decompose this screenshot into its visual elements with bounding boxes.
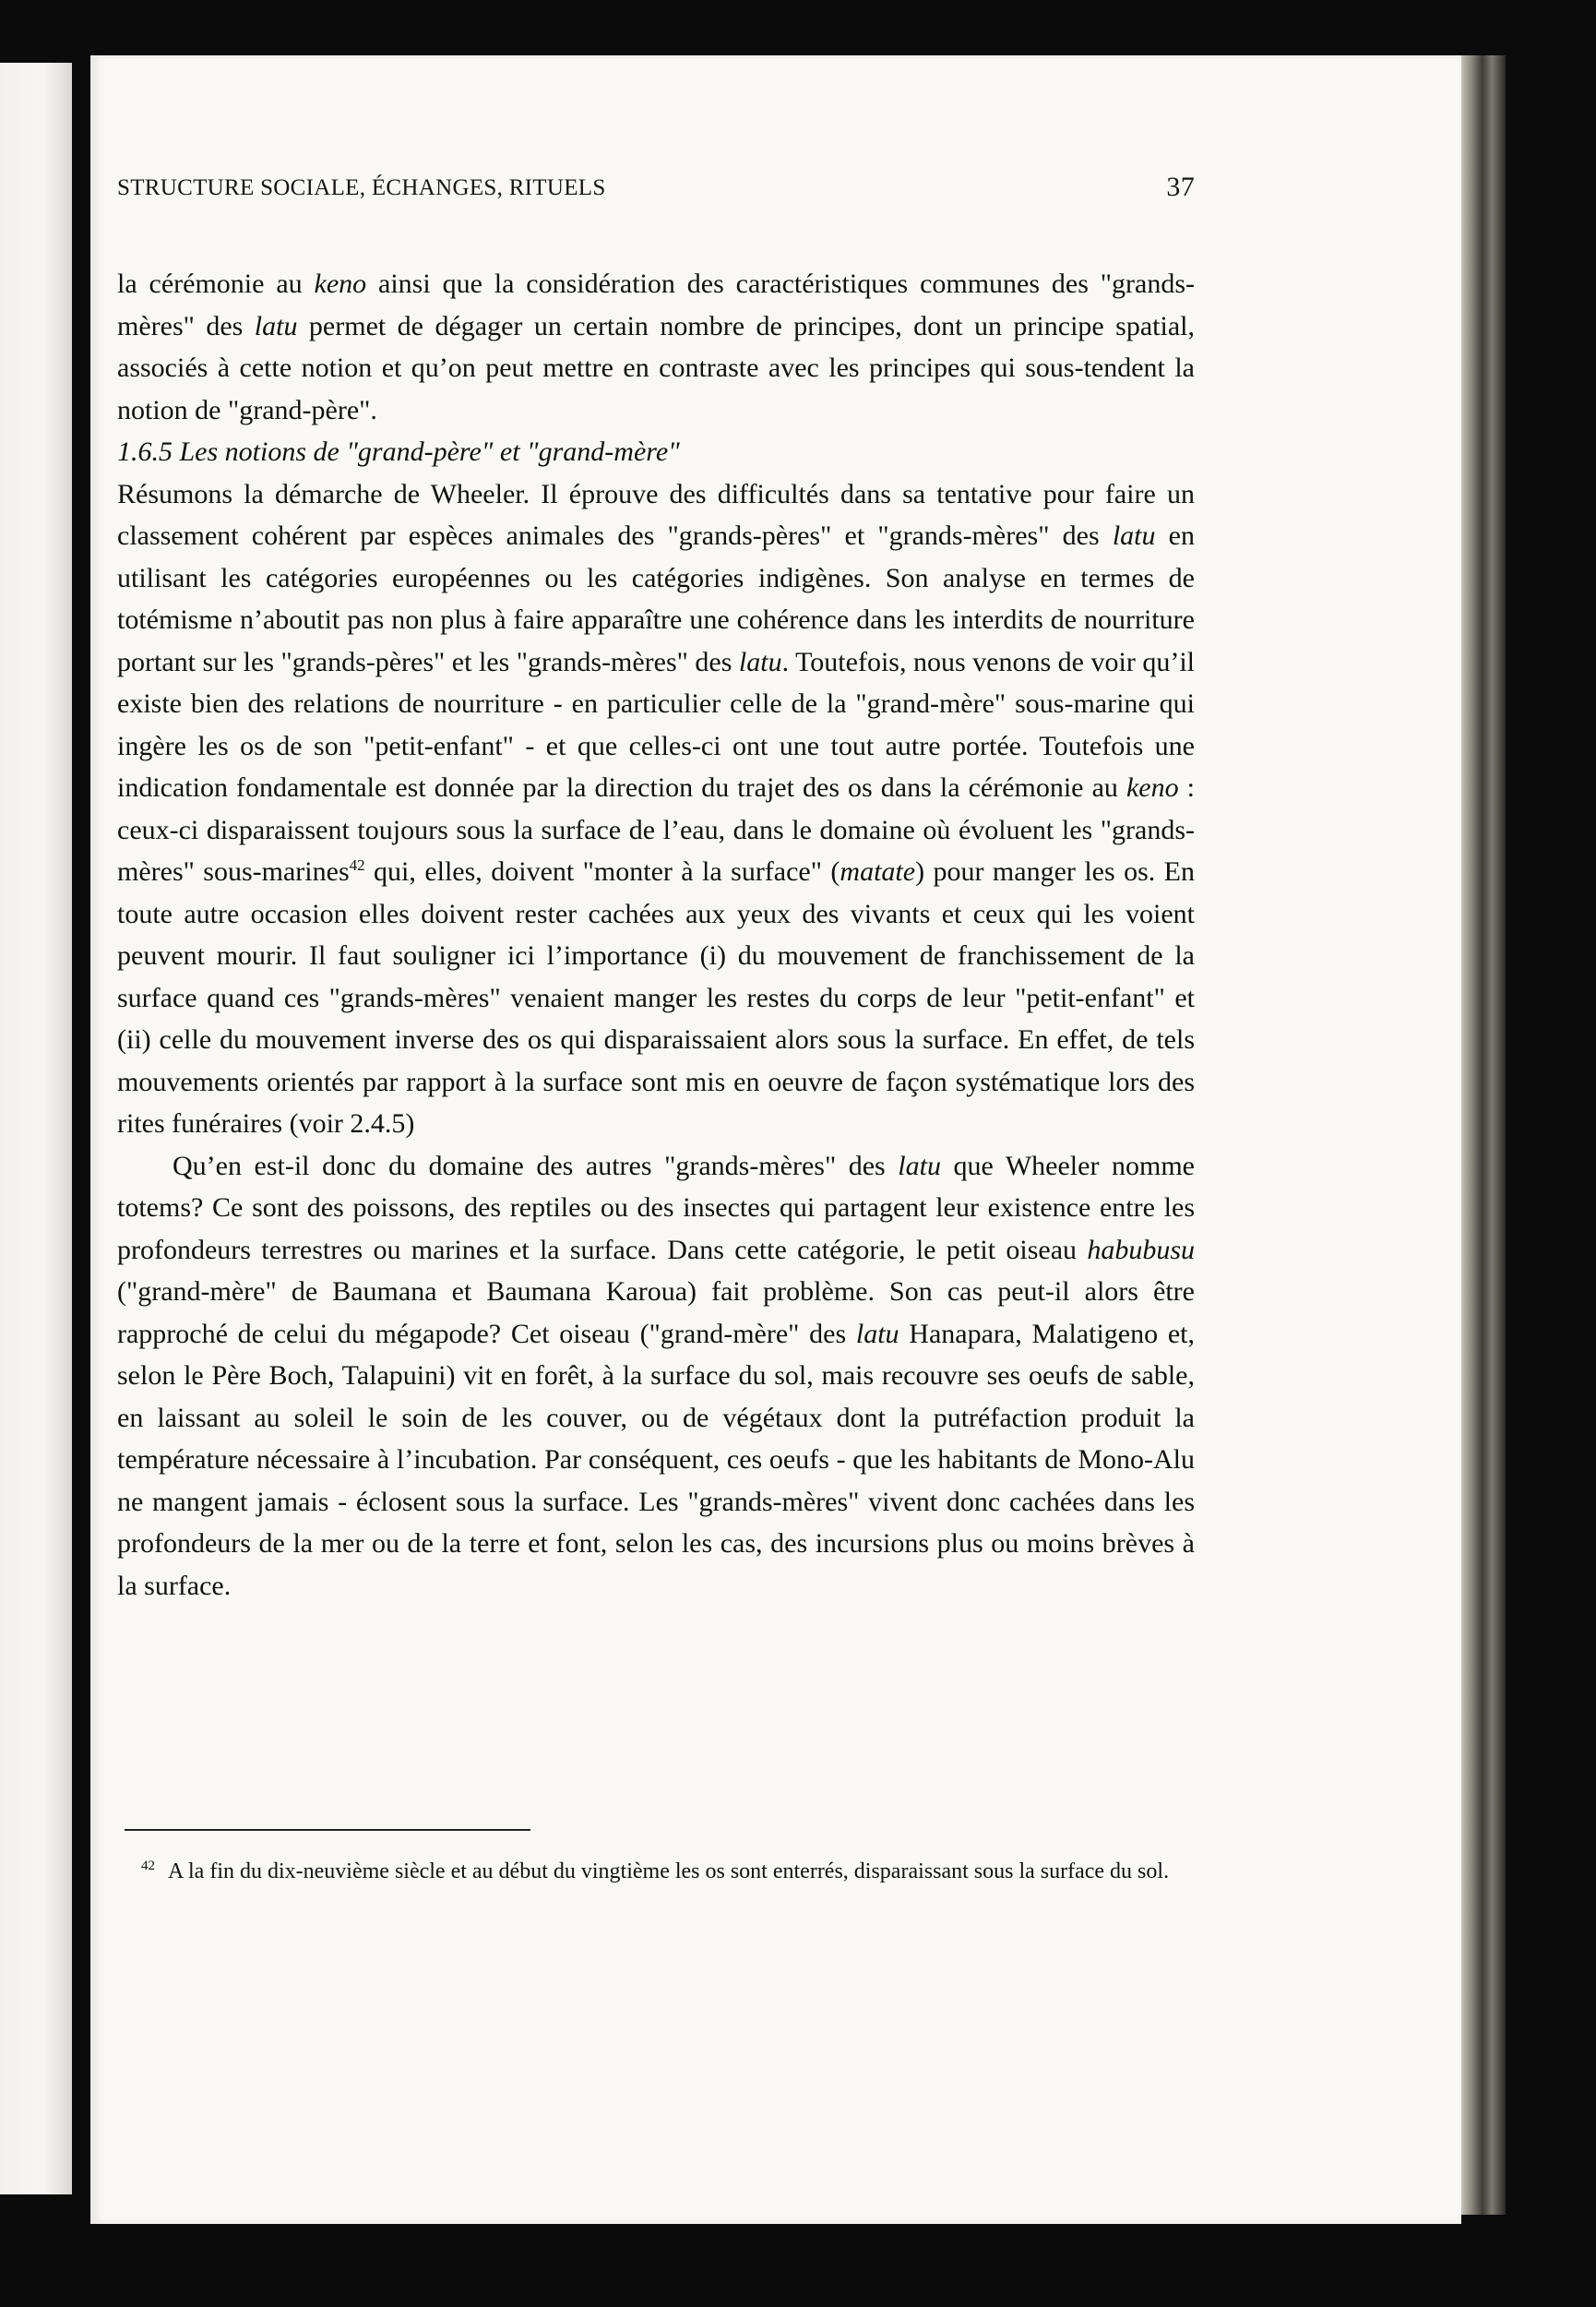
footnote-reference: 42 [349, 856, 365, 874]
text-run: Résumons la démarche de Wheeler. Il éprouve des difficultés dans sa tentative pour faire un classement cohérent par espèces animales des "grands-pères" et "grands-mères" des [117, 478, 1195, 551]
italic-term: latu [738, 646, 782, 677]
italic-term: matate [840, 856, 916, 887]
running-title: STRUCTURE SOCIALE, ÉCHANGES, RITUELS [117, 175, 606, 200]
italic-term: latu [898, 1150, 941, 1181]
italic-term: keno [1126, 772, 1179, 803]
text-run: ("grand-mère" de Baumana et Baumana Karoua) fait problème. Son cas peut-il alors être rapproché de celui du mégapode? Cet oiseau ("grand-mère" des [117, 1276, 1195, 1349]
text-run: en utilisant les catégories européennes ou les catégories indigènes. Son analyse en termes de totémisme n’aboutit pas non plus à faire apparaître une cohérence dans les interdits de nourriture portant sur les "grands-pères" et les "grands-mères" des [117, 520, 1195, 677]
page-stack-edge [1459, 55, 1506, 2215]
paragraph-3 [117, 1145, 1195, 1608]
facing-page-edge [0, 63, 72, 2194]
section-heading: 1.6.5 Les notions de "grand-père" et "grand-mère" [117, 436, 680, 467]
italic-term: latu [855, 1318, 899, 1349]
text-run: la cérémonie au [117, 269, 315, 299]
footnote-text: A la fin du dix-neuvième siècle et au début du vingtième les os sont enterrés, disparaissant sous la surface du sol. [168, 1859, 1170, 1883]
italic-term: latu [1112, 520, 1156, 551]
text-run: : ceux-ci disparaissent toujours sous la surface de l’eau, dans le domaine où évoluent les "grands-mères" sous-marines [117, 772, 1195, 887]
text-run: Hanapara, Malatigeno et, selon le Père Boch, Talapuini) vit en forêt, à la surface du sol, mais recouvre ses oeufs de sable, en laissant au soleil le soin de les couver, ou de végétaux dont la putréfaction produit la température nécessaire à l’incubation. Par conséquent, ces oeufs - que les habitants de Mono-Alu ne mangent jamais - éclosent sous la surface. Les "grands-mères" vivent donc cachées dans les profondeurs de la mer ou de la terre et font, selon les cas, des incursions plus ou moins brèves à la surface. [117, 1318, 1195, 1601]
paragraph-1 [117, 263, 1195, 431]
footnote-divider [125, 1829, 530, 1831]
paragraph-2 [117, 473, 1195, 1145]
text-run: . Toutefois, nous venons de voir qu’il existe bien des relations de nourriture - en particulier celle de la "grand-mère" sous-marine qui ingère les os de son "petit-enfant" - et que celles-ci ont une tout autre portée. Toutefois une indication fondamentale est donnée par la direction du trajet des os dans la cérémonie au [117, 646, 1195, 803]
page-number: 37 [1166, 172, 1195, 202]
text-run: permet de dégager un certain nombre de principes, dont un principe spatial, associés à cette notion et qu’on peut mettre en contraste avec les principes qui sous-tendent la notion de "grand-père". [117, 310, 1195, 425]
text-run: ) pour manger les os. En toute autre occasion elles doivent rester cachées aux yeux des vivants et ceux qui les voient peuvent mourir. Il faut souligner ici l’importance (i) du mouvement de franchissement de la surface quand ces "grands-mères" venaient manger les restes du corps de leur "petit-enfant" et (ii) celle du mouvement inverse des os qui disparaissaient alors sous la surface. En effet, de tels mouvements orientés par rapport à la surface sont mis en oeuvre de façon systématique lors des rites funéraires (voir 2.4.5) [117, 856, 1196, 1139]
text-run: qui, elles, doivent "monter à la surface" ( [364, 856, 840, 887]
running-header [117, 172, 1195, 202]
italic-term: latu [254, 310, 298, 341]
italic-term: habubusu [1087, 1234, 1195, 1265]
main-text [117, 263, 1195, 1607]
text-run: ainsi que la considération des caractéristiques communes des "grands-mères" des [117, 269, 1195, 341]
text-run: Qu’en est-il donc du domaine des autres "grands-mères" des [173, 1150, 899, 1181]
text-run: que Wheeler nomme totems? Ce sont des poissons, des reptiles ou des insectes qui partagent leur existence entre les profondeurs terrestres ou marines et la surface. Dans cette catégorie, le petit oiseau [117, 1150, 1195, 1265]
footnote-number: 42 [141, 1859, 155, 1873]
italic-term: keno [314, 269, 367, 299]
footnote [125, 1855, 1195, 1888]
